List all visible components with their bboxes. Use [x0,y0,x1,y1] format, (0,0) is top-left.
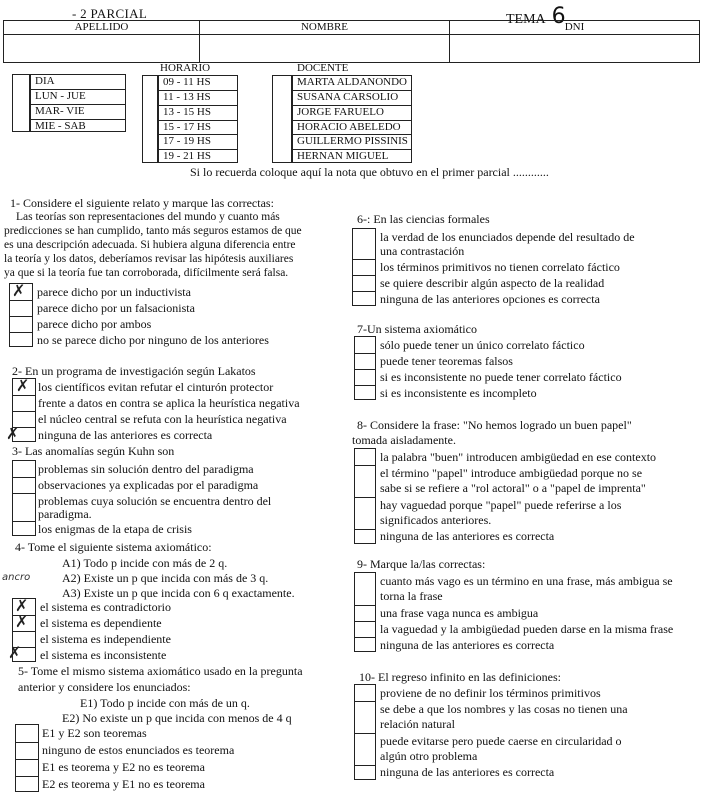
check-mark-icon: ✗ [15,612,29,631]
q5-option[interactable]: E1 es teorema y E2 no es teorema [42,760,205,774]
nota-anterior-line: Si lo recuerda coloque aquí la nota que obtuvo en el primer parcial ............ [190,165,549,179]
q6-title: 6-: En las ciencias formales [357,212,490,226]
q1-text-line: es una descripción adecuada. Si hubiera alguna diferencia entre [4,239,296,251]
day-option[interactable]: LUN - JUE [31,89,125,104]
q4-axiom: A3) Existe un p que incida con 6 q exactamente. [62,586,295,600]
apellido-field[interactable] [4,35,200,63]
docente-checkbox-column[interactable] [272,75,292,163]
q6-option-cont: una contrastación [380,244,465,258]
q7-option[interactable]: si es inconsistente es incompleto [380,386,537,400]
q3-title: 3- Las anomalías según Kuhn son [12,444,175,458]
handwritten-note: ancro [2,572,31,583]
q5-checkbox-column[interactable] [15,724,39,792]
docente-option[interactable]: GUILLERMO PISSINIS [293,134,411,149]
q6-checkbox-column[interactable] [352,228,376,306]
q10-checkbox-column[interactable] [354,684,376,780]
q8-title: 8- Considere la frase: "No hemos logrado un buen papel" [357,418,632,432]
q3-option[interactable]: observaciones ya explicadas por el paradigma [38,478,259,492]
q3-option[interactable]: problemas sin solución dentro del paradigma [38,462,254,476]
q5-option[interactable]: E2 es teorema y E1 no es teorema [42,777,205,791]
q3-option[interactable]: los enigmas de la etapa de crisis [38,522,192,536]
day-option[interactable]: MAR- VIE [31,104,125,119]
day-option[interactable]: MIE - SAB [31,119,125,133]
q8-option-cont: sabe si se refiere a "rol actoral" o a "papel de imprenta" [380,481,646,495]
nombre-field[interactable] [200,35,450,63]
docente-option[interactable]: HORACIO ABELEDO [293,120,411,134]
q1-text-line: la teoría y los datos, deberíamos revisar las hipótesis auxiliares [4,253,294,265]
q10-option[interactable]: puede evitarse pero puede caerse en circularidad o [380,734,622,748]
q6-option[interactable]: la verdad de los enunciados depende del resultado de [380,230,635,244]
q8-option[interactable]: hay vaguedad porque "papel" puede referirse a los [380,498,622,512]
col-nombre: NOMBRE [200,21,450,35]
docente-option[interactable]: JORGE FARUELO [293,105,411,120]
q8-title-cont: tomada aisladamente. [352,433,456,447]
check-mark-icon: ✗ [15,596,29,615]
q3-option-cont: paradigma. [38,507,92,521]
q1-text-line: ya que si la teoría fue tan corroborada, difícilmente será falsa. [4,267,289,279]
q9-option[interactable]: ninguna de las anteriores es correcta [380,638,555,652]
q1-option[interactable]: parece dicho por un inductivista [37,285,191,299]
q4-option[interactable]: el sistema es contradictorio [40,600,171,614]
q9-option-cont: torna la frase [380,589,443,603]
exam-title: - 2 PARCIAL [72,6,148,21]
q4-title: 4- Tome el siguiente sistema axiomático: [15,540,212,554]
horario-option[interactable]: 11 - 13 HS [159,90,237,105]
dni-field[interactable] [450,35,700,63]
q6-option[interactable]: se quiere describir algún aspecto de la realidad [380,276,605,290]
q4-axiom: A2) Existe un p que incida con más de 3 q. [62,571,269,585]
q8-option[interactable]: la palabra "buen" introducen ambigüedad en ese contexto [380,450,657,464]
check-mark-icon: ✗ [16,376,30,395]
q4-axiom: A1) Todo p incide con más de 2 q. [62,556,228,570]
q2-title: 2- En un programa de investigación según Lakatos [12,364,256,378]
horario-option[interactable]: 13 - 15 HS [159,105,237,120]
q7-option[interactable]: si es inconsistente no puede tener correlato fáctico [380,370,622,384]
q7-title: 7-Un sistema axiomático [357,322,477,336]
horario-option[interactable]: 09 - 11 HS [163,76,211,88]
q8-option[interactable]: ninguna de las anteriores es correcta [380,529,555,543]
q7-option[interactable]: sólo puede tener un único correlato fáctico [380,338,585,352]
q9-checkbox-column[interactable] [354,572,376,652]
q3-checkbox-column[interactable] [12,460,36,536]
q1-title: 1- Considere el siguiente relato y marque las correctas: [10,196,274,210]
q5-title: 5- Tome el mismo sistema axiomático usado en la pregunta [18,664,303,678]
q8-option-cont: significados anteriores. [380,513,492,527]
q8-option[interactable]: el término "papel" introduce ambigüedad porque no se [380,466,643,480]
docente-label: DOCENTE [297,62,349,74]
q10-option[interactable]: se debe a que los nombres y las cosas no tienen una [380,702,628,716]
q5-title-cont: anterior y considere los enunciados: [18,680,191,694]
docente-option[interactable]: SUSANA CARSOLIO [293,90,411,105]
horario-option[interactable]: 15 - 17 HS [159,120,237,134]
check-mark-icon: ✗ [6,424,20,443]
q2-option[interactable]: frente a datos en contra se aplica la heurística negativa [38,396,300,410]
tema-number: 6 [551,4,566,29]
q5-statement: E2) No existe un p que incida con menos de 4 q [62,711,292,725]
q1-option[interactable]: parece dicho por ambos [37,317,152,331]
q8-checkbox-column[interactable] [354,448,376,544]
q1-text-line: predicciones se han cumplido, tanto más seguros estamos de que [4,225,302,237]
q3-option[interactable]: problemas cuya solución se encuentra dentro del [38,494,272,508]
q9-option[interactable]: una frase vaga nunca es ambigua [380,606,539,620]
q10-option[interactable]: ninguna de las anteriores es correcta [380,765,555,779]
q10-option-cont: relación natural [380,717,455,731]
col-dni: DNI [450,21,700,35]
day-header: DIA [35,75,55,87]
q4-option[interactable]: el sistema es inconsistente [40,648,167,662]
q5-statement: E1) Todo p incide con más de un q. [80,696,250,710]
q2-option[interactable]: los científicos evitan refutar el cinturón protector [38,380,274,394]
docente-option[interactable]: MARTA ALDANONDO [297,76,407,88]
docente-table [292,75,412,163]
col-apellido: APELLIDO [4,21,200,35]
docente-option[interactable]: HERNAN MIGUEL [293,149,411,164]
q4-option[interactable]: el sistema es independiente [40,632,171,646]
horario-checkbox-column[interactable] [142,75,158,163]
q9-option[interactable]: cuanto más vago es un término en una frase, más ambigua se [380,574,673,588]
horario-label: HORARIO [160,62,211,74]
q5-option[interactable]: ninguno de estos enunciados es teorema [42,743,235,757]
horario-option[interactable]: 17 - 19 HS [159,134,237,149]
check-mark-icon: ✗ [12,281,26,300]
q6-option[interactable]: ninguna de las anteriores opciones es correcta [380,292,600,306]
q9-option[interactable]: la vaguedad y la ambigüedad pueden darse en la misma frase [380,622,674,636]
q10-option[interactable]: proviene de no definir los términos primitivos [380,686,601,700]
student-info-table [3,20,700,63]
tema-label: TEMA 6 [506,4,566,29]
horario-table [158,75,238,163]
check-mark-icon: ✗ [8,643,22,662]
q7-option[interactable]: puede tener teoremas falsos [380,354,513,368]
q9-title: 9- Marque la/las correctas: [357,557,486,571]
q6-option[interactable]: los términos primitivos no tienen correlato fáctico [380,260,620,274]
q10-title: 10- El regreso infinito en las definiciones: [359,670,561,684]
horario-option[interactable]: 19 - 21 HS [159,149,237,164]
q5-option[interactable]: E1 y E2 son teoremas [42,726,147,740]
q2-option[interactable]: ninguna de las anteriores es correcta [38,428,213,442]
day-checkbox-column[interactable] [12,74,30,132]
q4-option[interactable]: el sistema es dependiente [40,616,162,630]
q1-option[interactable]: no se parece dicho por ninguno de los anteriores [37,333,269,347]
q7-checkbox-column[interactable] [354,336,376,400]
q2-option[interactable]: el núcleo central se refuta con la heurística negativa [38,412,287,426]
q1-option[interactable]: parece dicho por un falsacionista [37,301,195,315]
day-table [30,74,126,132]
q1-text-line: Las teorías son representaciones del mundo y cuanto más [16,211,280,223]
q10-option-cont: algún otro problema [380,749,478,763]
